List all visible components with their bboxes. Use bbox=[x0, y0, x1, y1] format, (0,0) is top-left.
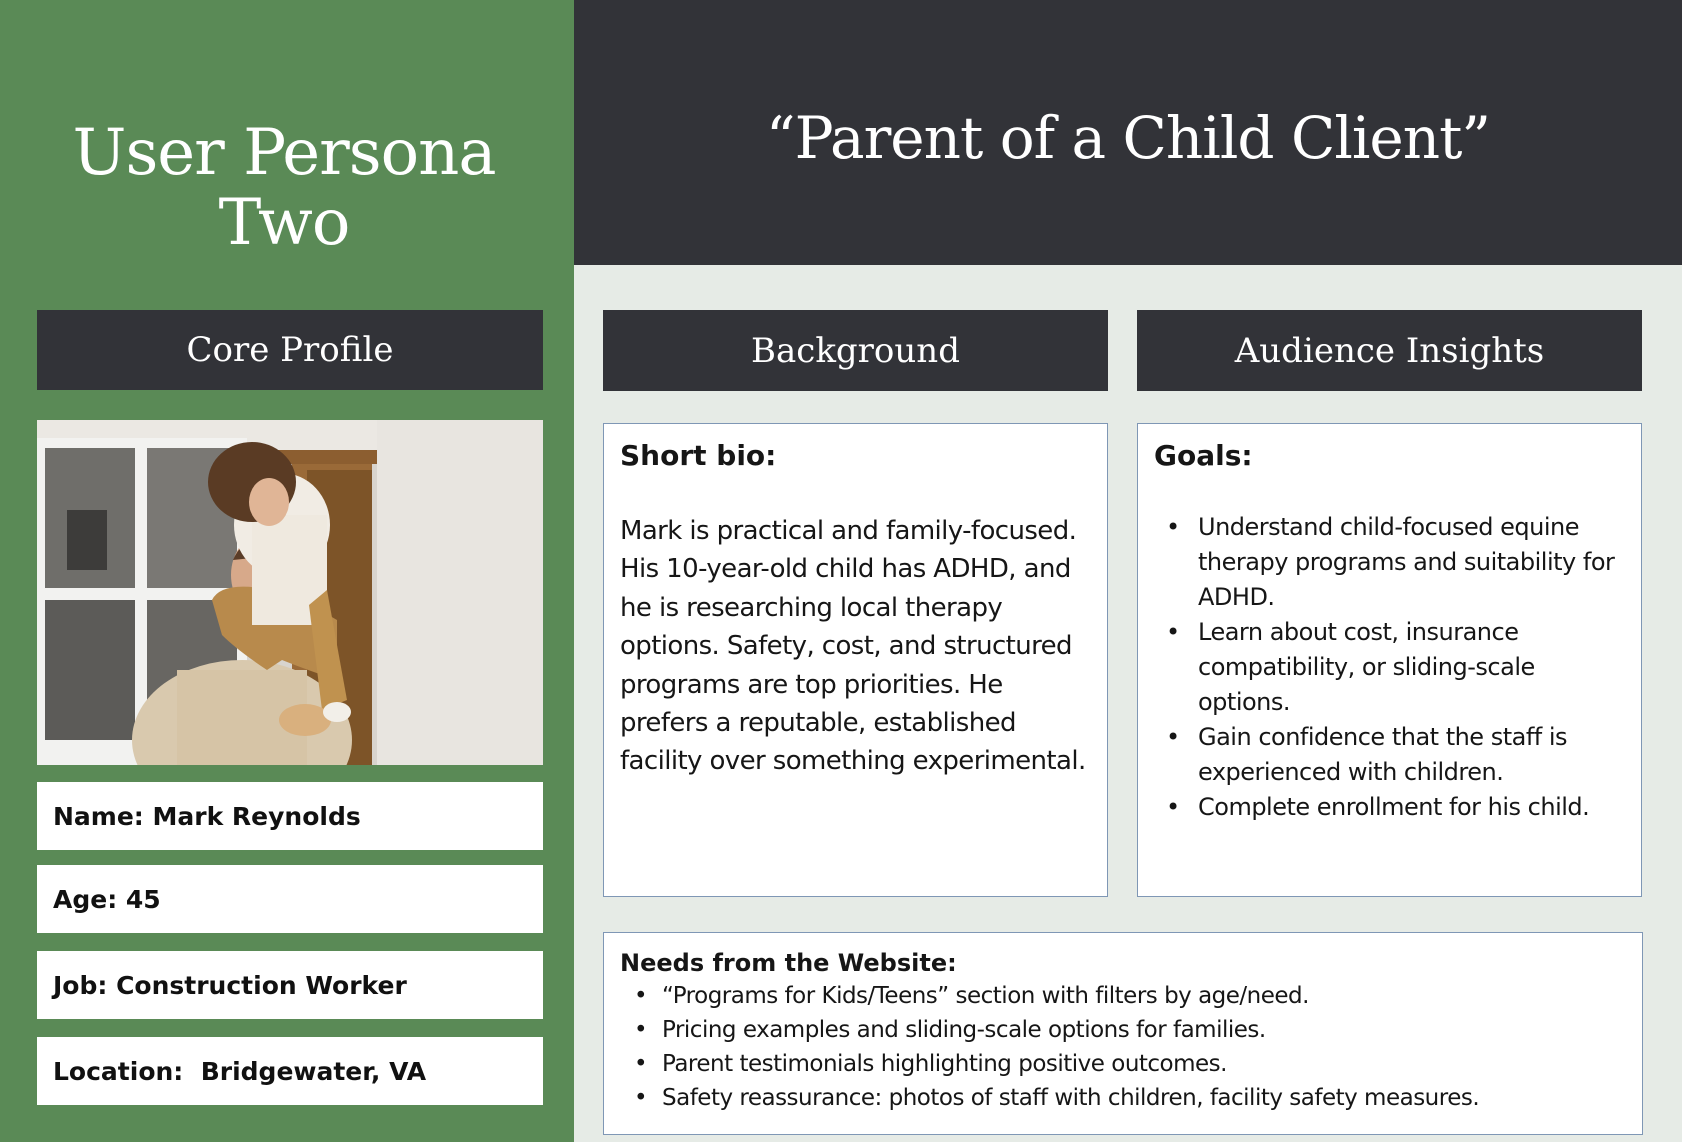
location-field: Location: Bridgewater, VA bbox=[37, 1037, 543, 1105]
core-profile-header: Core Profile bbox=[37, 310, 543, 390]
persona-title-line1: User Persona bbox=[72, 116, 496, 190]
name-field: Name: Mark Reynolds bbox=[37, 782, 543, 850]
persona-title bbox=[0, 118, 568, 258]
goal-item: • Complete enrollment for his child. bbox=[1154, 790, 1625, 825]
goal-item: • Understand child-focused equine therapy programs and suitability for ADHD. bbox=[1154, 510, 1625, 615]
website-needs-card bbox=[603, 932, 1643, 1135]
persona-title-line2: Two bbox=[218, 186, 350, 260]
persona-quote-title: “Parent of a Child Client” bbox=[765, 104, 1491, 172]
goals-card bbox=[1137, 423, 1642, 897]
short-bio-heading: Short bio: bbox=[620, 439, 777, 472]
goals-list bbox=[1154, 510, 1625, 825]
website-needs-list bbox=[620, 979, 1626, 1115]
job-field: Job: Construction Worker bbox=[37, 951, 543, 1019]
website-needs-heading: Needs from the Website: bbox=[620, 949, 957, 977]
audience-insights-header: Audience Insights bbox=[1137, 310, 1642, 391]
short-bio-card bbox=[603, 423, 1108, 897]
need-item: • Safety reassurance: photos of staff with children, facility safety measures. bbox=[620, 1081, 1626, 1115]
need-item: • Parent testimonials highlighting positive outcomes. bbox=[620, 1047, 1626, 1081]
goals-heading: Goals: bbox=[1154, 439, 1253, 472]
background-header: Background bbox=[603, 310, 1108, 391]
age-field: Age: 45 bbox=[37, 865, 543, 933]
need-item: • “Programs for Kids/Teens” section with filters by age/need. bbox=[620, 979, 1626, 1013]
goal-item: • Learn about cost, insurance compatibility, or sliding-scale options. bbox=[1154, 615, 1625, 720]
goal-item: • Gain confidence that the staff is experienced with children. bbox=[1154, 720, 1625, 790]
need-item: • Pricing examples and sliding-scale options for families. bbox=[620, 1013, 1626, 1047]
persona-photo bbox=[37, 420, 543, 765]
short-bio-text: Mark is practical and family-focused. His 10-year-old child has ADHD, and he is researching local therapy options. Safety, cost, and structured programs are top priorities. He prefers a reputable, established facility over something experimental. bbox=[620, 516, 1086, 777]
